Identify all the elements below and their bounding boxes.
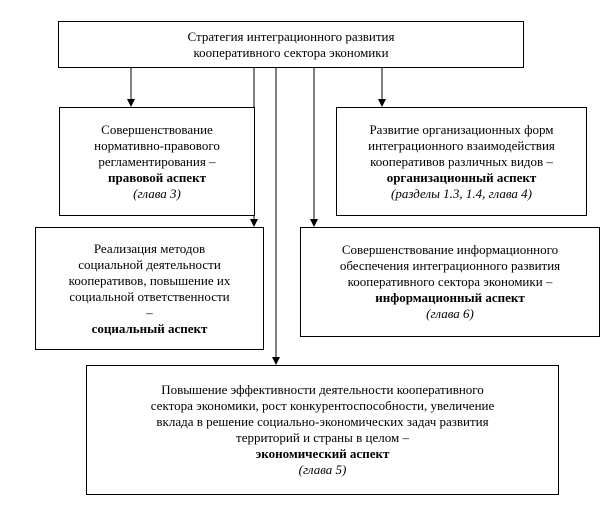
strategy-line-1: Стратегия интеграционного развития [187,28,395,44]
organizational-line-2: интеграционного взаимодействия [368,137,555,153]
economic-line-2: сектора экономики, рост конкурентоспособности, увеличение [150,398,495,413]
legal-chapter-ref: (глава 3) [133,185,181,201]
social-line-5: – [146,304,153,320]
informational-line-1: Совершенствование информационного [341,242,559,257]
organizational-line-1: Развитие организационных форм [369,121,554,137]
organizational-aspect-label: организационный аспект [386,169,537,185]
informational-chapter-ref: (глава 6) [426,306,474,321]
informational-aspect-box [300,227,600,337]
economic-line-4: территорий и страны в целом – [236,430,409,445]
organizational-aspect-box [336,107,587,216]
economic-chapter-ref: (глава 5) [298,462,347,477]
social-aspect-box [35,227,264,350]
economic-aspect-box [86,365,559,495]
informational-aspect-label: информационный аспект [375,290,525,305]
legal-aspect-box [59,107,255,216]
legal-line-2: нормативно-правового [94,137,220,153]
organizational-chapter-ref: (разделы 1.3, 1.4, глава 4) [391,185,532,201]
organizational-line-3: кооперативов различных видов – [370,153,553,169]
strategy-box [58,21,524,68]
social-line-3: кооперативов, повышение их [68,272,231,288]
social-line-2: социальной деятельности [78,256,221,272]
social-aspect-label: социальный аспект [91,320,208,336]
economic-line-1: Повышение эффективности деятельности кооперативного [161,382,484,397]
economic-line-3: вклада в решение социально-экономических задач развития [156,414,489,429]
informational-line-3: кооперативного сектора экономики – [347,274,553,289]
strategy-line-2: кооперативного сектора экономики [193,44,389,60]
legal-line-3: регламентирования – [98,153,216,169]
social-line-4: социальной ответственности [69,288,230,304]
legal-aspect-label: правовой аспект [108,169,206,185]
legal-line-1: Совершенствование [101,121,213,137]
informational-line-2: обеспечения интеграционного развития [339,258,561,273]
economic-aspect-label: экономический аспект [255,446,390,461]
social-line-1: Реализация методов [93,240,206,256]
